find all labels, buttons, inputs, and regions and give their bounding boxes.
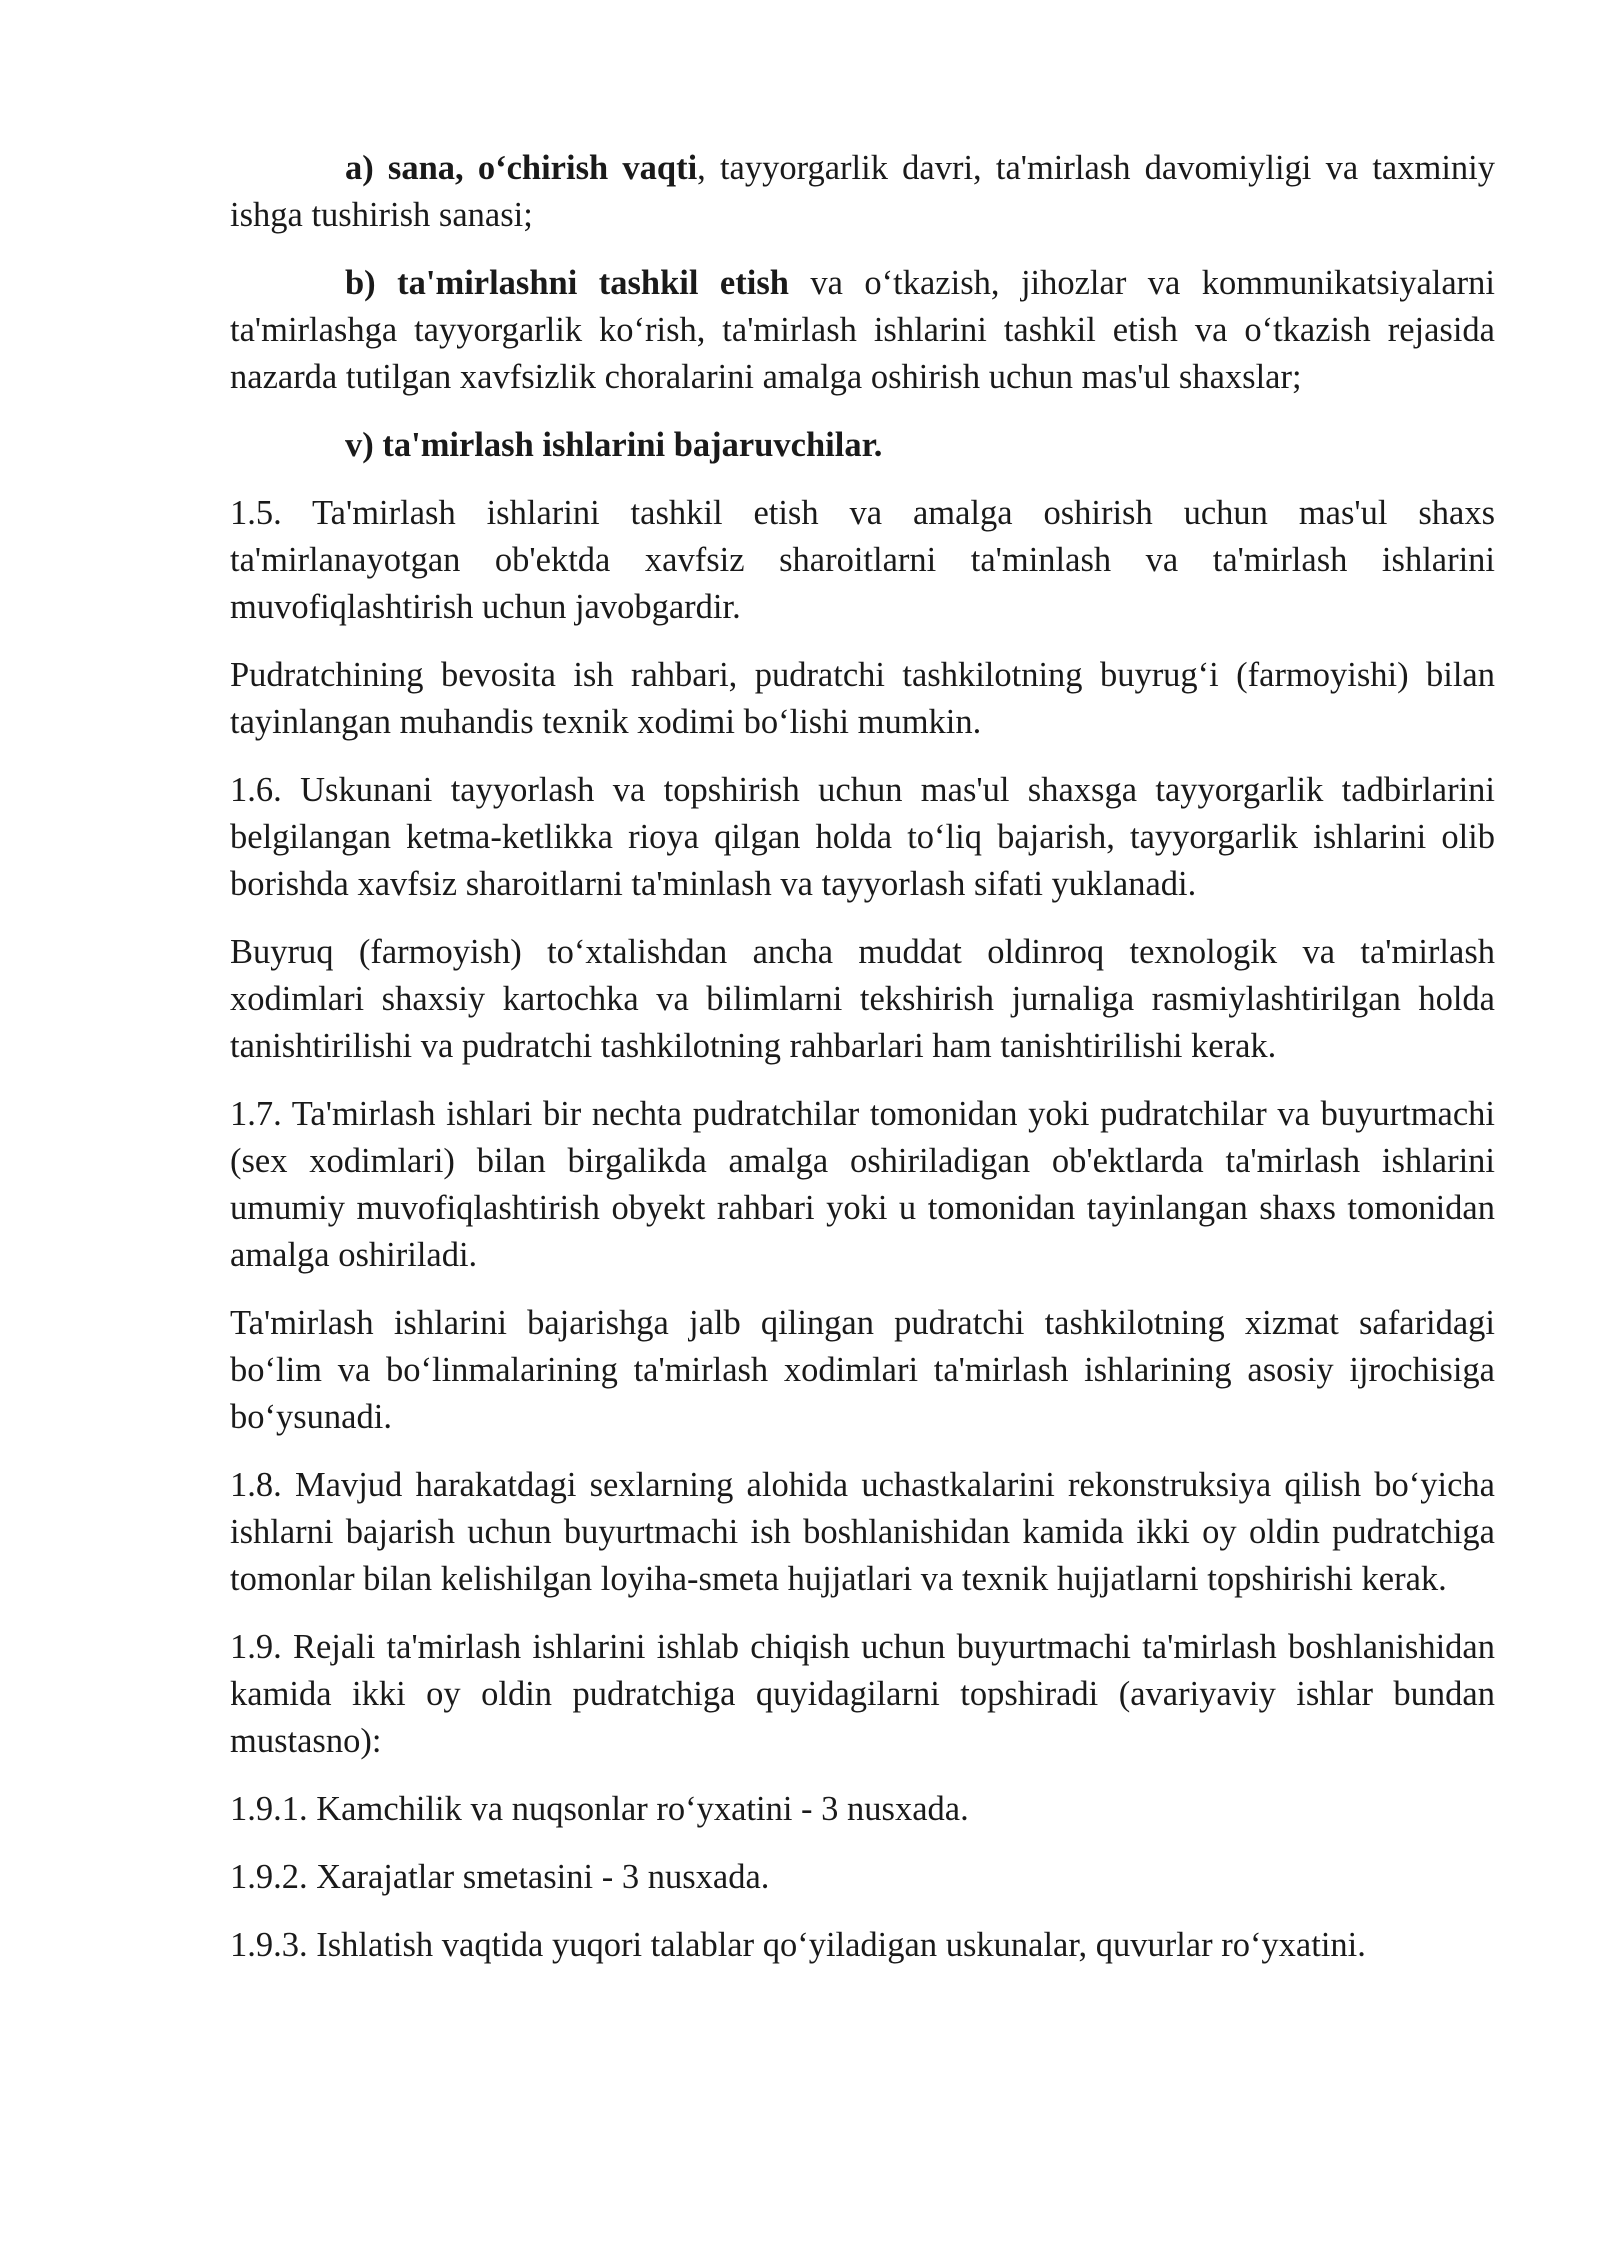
- paragraph-1-9-1: 1.9.1. Kamchilik va nuqsonlar ro‘yxatini - 3 nusxada.: [230, 1790, 969, 1828]
- paragraph-1-9-2: 1.9.2. Xarajatlar smetasini - 3 nusxada.: [230, 1858, 770, 1896]
- paragraph-1-5-note: Pudratchining bevosita ish rahbari, pudratchi tashkilotning buyrug‘i (farmoyishi) bilan tayinlangan muhandis texnik xodimi bo‘lishi mumkin.: [230, 656, 1495, 741]
- paragraph-item-a: [230, 145, 1495, 239]
- paragraph-item-b: [230, 260, 1495, 401]
- paragraph-item-v: [230, 422, 1495, 469]
- paragraph-1-7: 1.7. Ta'mirlash ishlari bir nechta pudratchilar tomonidan yoki pudratchilar va buyurtmachi (sex xodimlari) bilan birgalikda amalga oshiriladigan ob'ektlarda ta'mirlash ishlarini umumiy muvofiqlashtirish obyekt rahbari yoki u tomonidan tayinlangan shaxs tomonidan amalga oshiriladi.: [230, 1095, 1495, 1274]
- paragraph-1-7-note: Ta'mirlash ishlarini bajarishga jalb qilingan pudratchi tashkilotning xizmat safaridagi bo‘lim va bo‘linmalarining ta'mirlash xodimlari ta'mirlash ishlarining asosiy ijrochisiga bo‘ysunadi.: [230, 1304, 1495, 1436]
- item-a-text: , tayyorgarlik davri, ta'mirlash davomiyligi va taxminiy ishga tushirish sanasi;: [230, 149, 1495, 234]
- item-b-text: va o‘tkazish, jihozlar va kommunikatsiyalarni ta'mirlashga tayyorgarlik ko‘rish, ta'mirlash ishlarini tashkil etish va o‘tkazish rejasida nazarda tutilgan xavfsizlik choralarini amalga oshirish uchun mas'ul shaxslar;: [230, 264, 1495, 396]
- paragraph-1-6-note: Buyruq (farmoyish) to‘xtalishdan ancha muddat oldinroq texnologik va ta'mirlash xodimlari shaxsiy kartochka va bilimlarni tekshirish jurnaliga rasmiylashtirilgan holda tanishtirilishi va pudratchi tashkilotning rahbarlari ham tanishtirilishi kerak.: [230, 933, 1495, 1065]
- item-a-heading: a) sana, o‘chirish vaqti: [345, 149, 698, 187]
- paragraph-1-8: 1.8. Mavjud harakatdagi sexlarning alohida uchastkalarini rekonstruksiya qilish bo‘yicha ishlarni bajarish uchun buyurtmachi ish boshlanishidan kamida ikki oy oldin pudratchiga tomonlar bilan kelishilgan loyiha-smeta hujjatlari va texnik hujjatlarni topshirishi kerak.: [230, 1466, 1495, 1598]
- item-b-heading: b) ta'mirlashni tashkil etish: [345, 264, 789, 302]
- item-v-heading: v) ta'mirlash ishlarini bajaruvchilar.: [345, 426, 883, 464]
- paragraph-1-9: 1.9. Rejali ta'mirlash ishlarini ishlab chiqish uchun buyurtmachi ta'mirlash boshlanishidan kamida ikki oy oldin pudratchiga quyidagilarni topshiradi (avariyaviy ishlar bundan mustasno):: [230, 1628, 1495, 1760]
- paragraph-1-6: 1.6. Uskunani tayyorlash va topshirish uchun mas'ul shaxsga tayyorgarlik tadbirlarini belgilangan ketma-ketlikka rioya qilgan holda to‘liq bajarish, tayyorgarlik ishlarini olib borishda xavfsiz sharoitlarni ta'minlash va tayyorlash sifati yuklanadi.: [230, 771, 1495, 903]
- document-page: [230, 145, 1495, 1990]
- paragraph-1-5: 1.5. Ta'mirlash ishlarini tashkil etish va amalga oshirish uchun mas'ul shaxs ta'mirlanayotgan ob'ektda xavfsiz sharoitlarni ta'minlash va ta'mirlash ishlarini muvofiqlashtirish uchun javobgardir.: [230, 494, 1495, 626]
- paragraph-1-9-3: 1.9.3. Ishlatish vaqtida yuqori talablar qo‘yiladigan uskunalar, quvurlar ro‘yxatini.: [230, 1926, 1366, 1964]
